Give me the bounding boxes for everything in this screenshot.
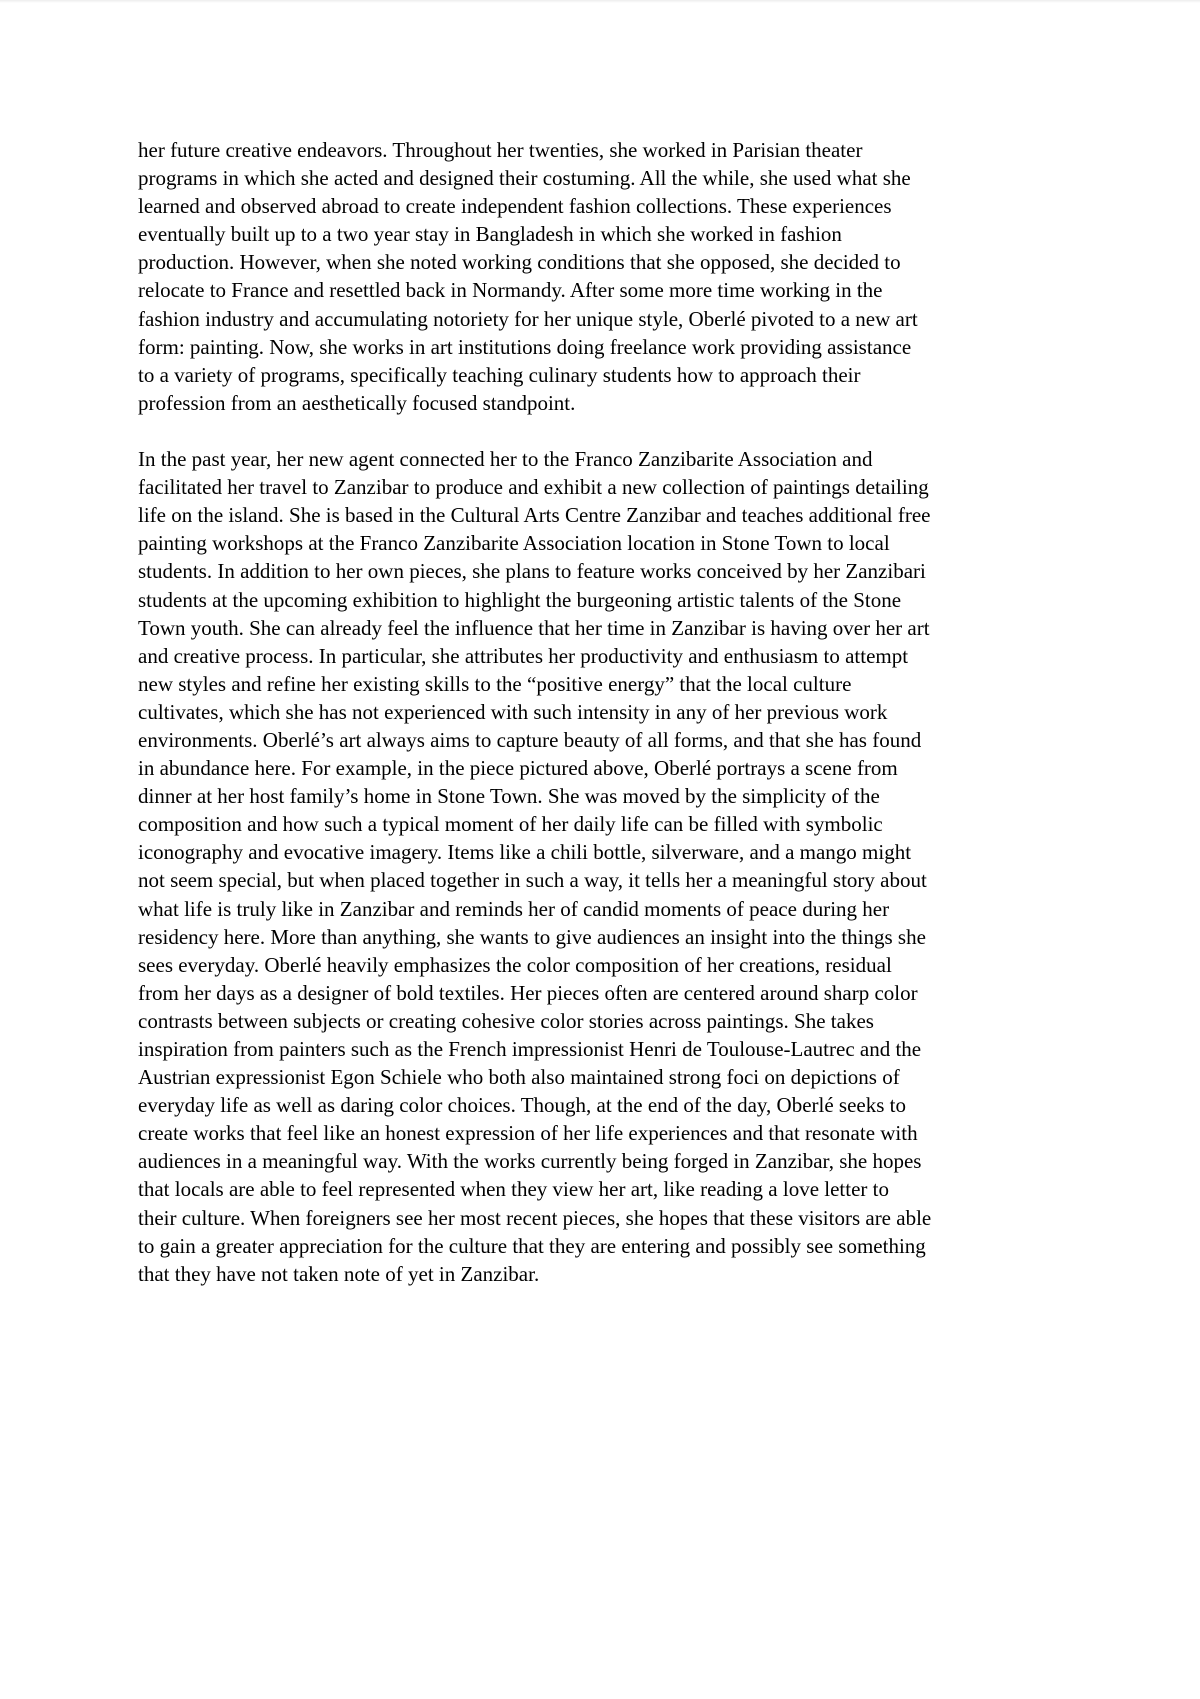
text-line: students. In addition to her own pieces, she plans to feature works conceived by her Zanzibari (138, 559, 926, 584)
text-line: to gain a greater appreciation for the culture that they are entering and possibly see something (138, 1233, 926, 1258)
text-line: production. However, when she noted working conditions that she opposed, she decided to (138, 250, 901, 275)
text-line: In the past year, her new agent connected her to the Franco Zanzibarite Association and (138, 447, 873, 472)
text-line: residency here. More than anything, she wants to give audiences an insight into the things she (138, 924, 926, 949)
paragraph (138, 136, 1068, 417)
text-line: Town youth. She can already feel the influence that her time in Zanzibar is having over her art (138, 615, 930, 640)
text-line: audiences in a meaningful way. With the works currently being forged in Zanzibar, she hopes (138, 1149, 922, 1174)
page-top-edge (0, 0, 1200, 3)
text-line: to a variety of programs, specifically teaching culinary students how to approach their (138, 362, 861, 387)
text-line: her future creative endeavors. Throughout her twenties, she worked in Parisian theater (138, 138, 863, 162)
text-line: that locals are able to feel represented when they view her art, like reading a love letter to (138, 1177, 889, 1202)
text-line: programs in which she acted and designed their costuming. All the while, she used what she (138, 166, 911, 191)
text-line: composition and how such a typical moment of her daily life can be filled with symbolic (138, 812, 883, 837)
text-line: new styles and refine her existing skills to the “positive energy” that the local culture (138, 671, 852, 696)
text-line: Austrian expressionist Egon Schiele who both also maintained strong foci on depictions of (138, 1065, 900, 1090)
text-line: painting workshops at the Franco Zanzibarite Association location in Stone Town to local (138, 531, 890, 556)
paragraph (138, 445, 1068, 1288)
text-line: contrasts between subjects or creating cohesive color stories across paintings. She takes (138, 1008, 874, 1033)
text-line: sees everyday. Oberlé heavily emphasizes the color composition of her creations, residual (138, 952, 892, 977)
text-line: inspiration from painters such as the French impressionist Henri de Toulouse-Lautrec and the (138, 1037, 922, 1061)
document-text (138, 136, 1068, 1288)
text-line: dinner at her host family’s home in Stone Town. She was moved by the simplicity of the (138, 784, 880, 809)
text-line: learned and observed abroad to create independent fashion collections. These experiences (138, 194, 892, 219)
text-line: not seem special, but when placed together in such a way, it tells her a meaningful story about (138, 868, 927, 893)
text-line: in abundance here. For example, in the piece pictured above, Oberlé portrays a scene from (138, 756, 898, 781)
text-line: environments. Oberlé’s art always aims to capture beauty of all forms, and that she has found (138, 727, 922, 752)
text-line: eventually built up to a two year stay in Bangladesh in which she worked in fashion (138, 222, 842, 247)
text-line: cultivates, which she has not experienced with such intensity in any of her previous work (138, 699, 888, 724)
text-line: their culture. When foreigners see her most recent pieces, she hopes that these visitors are able (138, 1205, 932, 1230)
text-line: everyday life as well as daring color choices. Though, at the end of the day, Oberlé seeks to (138, 1093, 906, 1118)
text-line: what life is truly like in Zanzibar and reminds her of candid moments of peace during her (138, 896, 890, 921)
text-line: relocate to France and resettled back in Normandy. After some more time working in the (138, 278, 883, 303)
text-line: form: painting. Now, she works in art institutions doing freelance work providing assistance (138, 334, 912, 359)
text-line: students at the upcoming exhibition to highlight the burgeoning artistic talents of the Stone (138, 587, 902, 612)
text-line: from her days as a designer of bold textiles. Her pieces often are centered around sharp color (138, 980, 918, 1005)
text-line: that they have not taken note of yet in Zanzibar. (138, 1261, 540, 1286)
text-line: iconography and evocative imagery. Items like a chili bottle, silverware, and a mango might (138, 840, 912, 865)
text-line: profession from an aesthetically focused standpoint. (138, 390, 576, 415)
text-line: create works that feel like an honest expression of her life experiences and that resonate with (138, 1121, 918, 1146)
text-line: and creative process. In particular, she attributes her productivity and enthusiasm to attempt (138, 643, 909, 668)
text-line: facilitated her travel to Zanzibar to produce and exhibit a new collection of paintings detailing (138, 475, 929, 500)
text-line: life on the island. She is based in the Cultural Arts Centre Zanzibar and teaches additional free (138, 503, 931, 528)
text-line: fashion industry and accumulating notoriety for her unique style, Oberlé pivoted to a new art (138, 306, 918, 331)
